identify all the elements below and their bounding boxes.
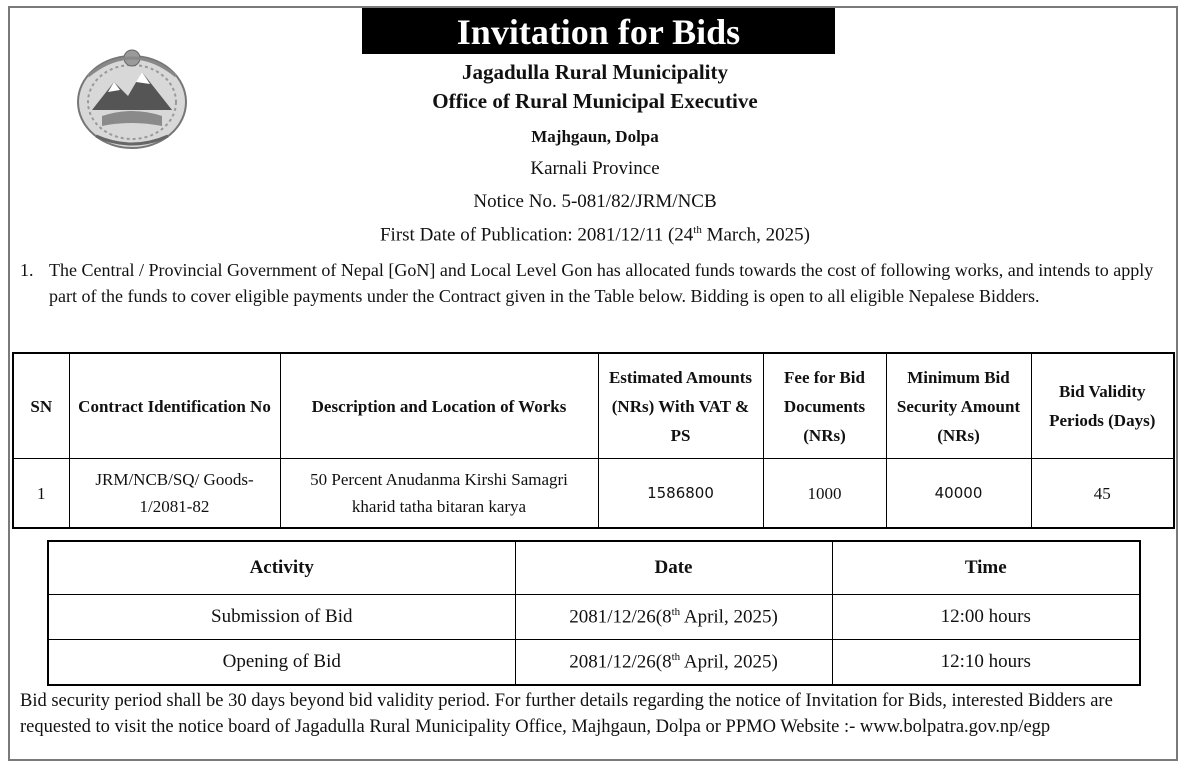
cell-contract-id: JRM/NCB/SQ/ Goods-1/2081-82 [69,459,280,529]
cell-bid-security: 40000 [886,459,1031,529]
organization-name: Jagadulla Rural Municipality [461,60,729,84]
cell-bid-validity: 45 [1031,459,1174,529]
header-description: Description and Location of Works [280,353,598,459]
header-estimated-amount: Estimated Amounts (NRs) With VAT & PS [598,353,763,459]
header-contract-id: Contract Identification No [69,353,280,459]
header-bid-security: Minimum Bid Security Amount (NRs) [886,353,1031,459]
header-bid-fee: Fee for Bid Documents (NRs) [763,353,886,459]
office-name: Office of Rural Municipal Executive [432,89,758,113]
table-row [48,595,1140,640]
province-name: Karnali Province [530,158,660,179]
cell-time: 12:10 hours [832,640,1140,686]
paragraph-number: 1. [20,260,34,280]
footer-note: Bid security period shall be 30 days beyond bid validity period. For further details regarding the notice of Invitation for Bids, interested Bidders are requested to visit the notice board of Jagadulla Rural Municipality Office, Majhgaun, Dolpa or PPMO Website :- www.bolpatra.gov.np/egp [20,691,1113,737]
activity-header-row [48,541,1140,595]
cell-date: 2081/12/26(8th April, 2025) [515,595,832,640]
bid-table-header-row [13,353,1174,459]
header-date: Date [515,541,832,595]
header-bid-validity: Bid Validity Periods (Days) [1031,353,1174,459]
cell-description: 50 Percent Anudanma Kirshi Samagri kharid tatha bitaran karya [280,459,598,529]
cell-activity: Opening of Bid [48,640,515,686]
cell-activity: Submission of Bid [48,595,515,640]
notice-banner: Invitation for Bids [362,8,835,54]
office-address: Majhgaun, Dolpa [531,127,659,146]
cell-time: 12:00 hours [832,595,1140,640]
cell-estimated-amount: 1586800 [598,459,763,529]
funding-paragraph [20,257,1172,309]
header-activity: Activity [48,541,515,595]
header-sn: SN [13,353,69,459]
activity-table [47,540,1141,686]
publication-date: First Date of Publication: 2081/12/11 (24th March, 2025) [379,224,811,246]
table-row [48,640,1140,686]
bid-table [12,352,1175,529]
cell-sn: 1 [13,459,69,529]
notice-number: Notice No. 5-081/82/JRM/NCB [473,191,717,212]
table-row [13,459,1174,529]
cell-bid-fee: 1000 [763,459,886,529]
cell-date: 2081/12/26(8th April, 2025) [515,640,832,686]
header-time: Time [832,541,1140,595]
paragraph-text: The Central / Provincial Government of Nepal [GoN] and Local Level Gon has allocated funds towards the cost of following works, and intends to apply part of the funds to cover eligible payments under the Contract given in the Table below. Bidding is open to all eligible Nepalese Bidders. [49,260,1154,306]
